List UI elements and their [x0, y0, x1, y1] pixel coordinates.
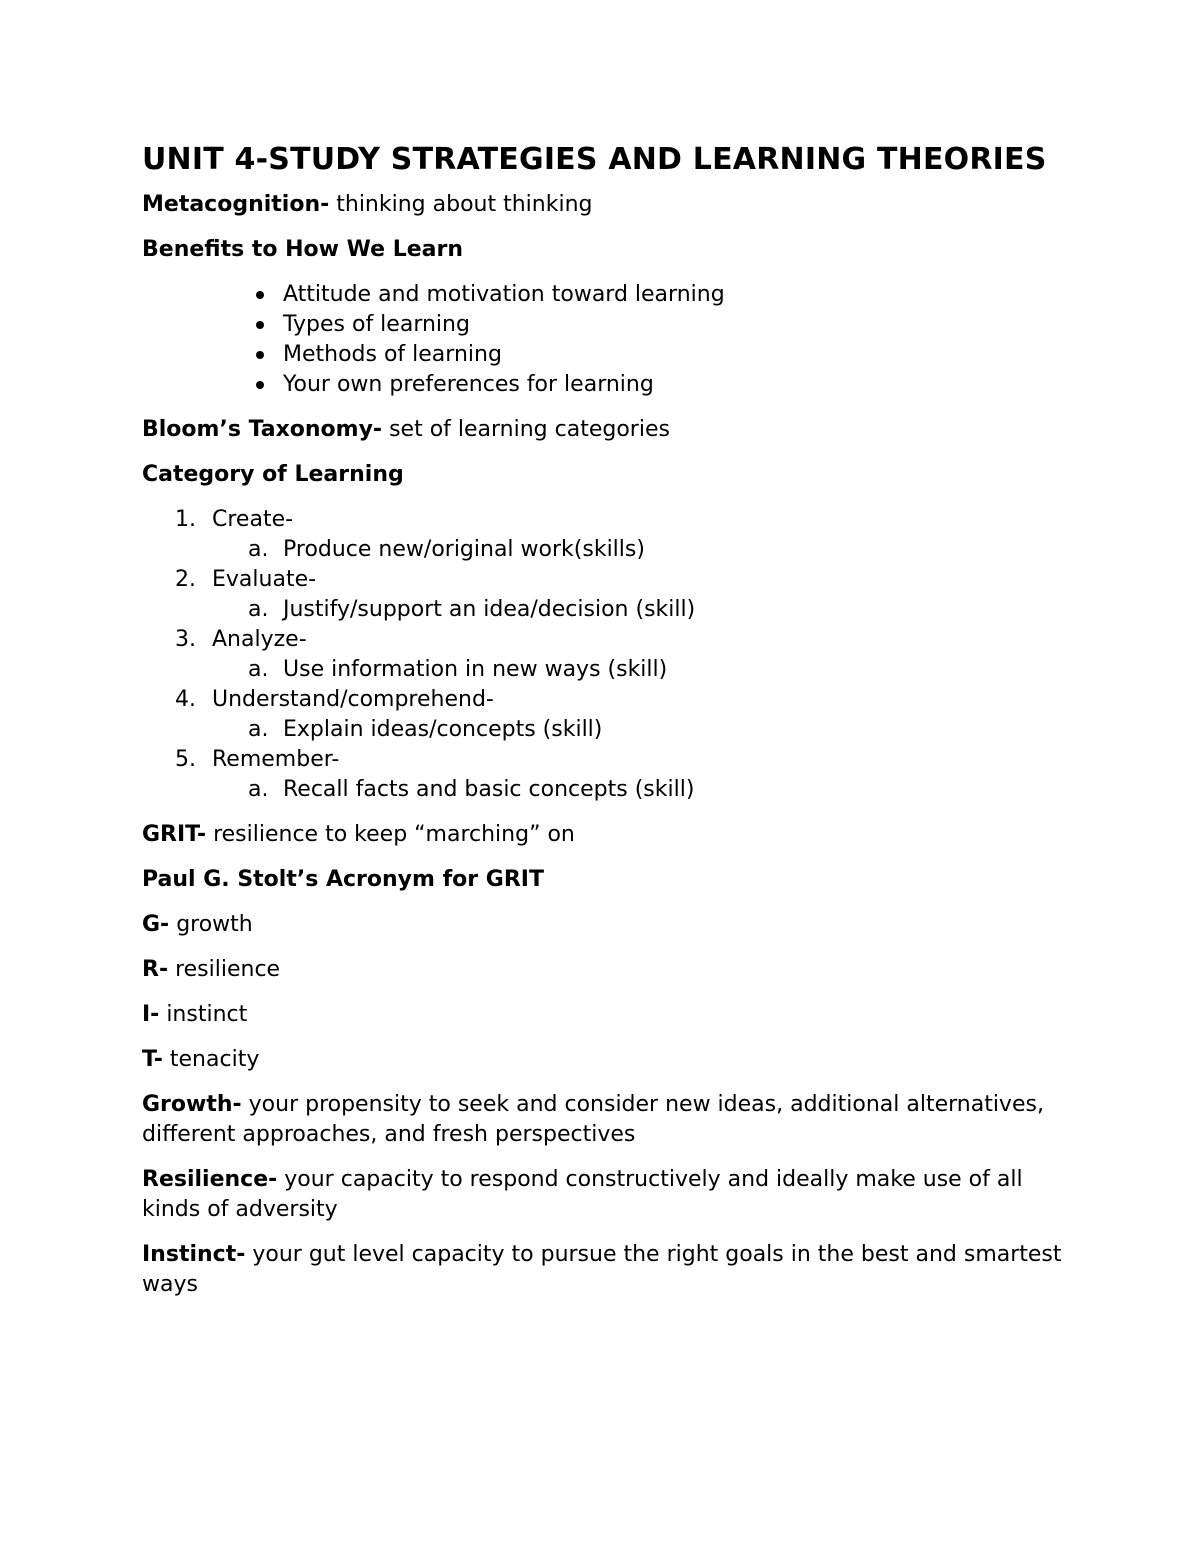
- term: I-: [142, 1002, 160, 1027]
- category-label: Create-: [212, 507, 294, 532]
- sub-letter: a.: [248, 597, 269, 622]
- acronym-heading: [142, 865, 1062, 895]
- item-number: 3.: [175, 627, 196, 652]
- definition: your propensity to seek and consider new ideas, additional alternatives, different approaches, and fresh perspectives: [142, 1092, 1044, 1147]
- bullet-icon: [256, 351, 264, 359]
- list-item: [142, 280, 1062, 310]
- category-item: [142, 565, 1062, 625]
- bullet-icon: [256, 381, 264, 389]
- definition: tenacity: [162, 1047, 260, 1072]
- definition: set of learning categories: [382, 417, 670, 442]
- list-item-text: Methods of learning: [283, 342, 502, 367]
- list-item: [142, 310, 1062, 340]
- grit-definition: [142, 820, 1062, 850]
- instinct-definition: [142, 1240, 1062, 1300]
- bullet-icon: [256, 321, 264, 329]
- growth-definition: [142, 1090, 1062, 1150]
- sub-letter: a.: [248, 717, 269, 742]
- definition: growth: [169, 912, 253, 937]
- term: T-: [142, 1047, 163, 1072]
- item-number: 4.: [175, 687, 196, 712]
- definition: resilience: [168, 957, 281, 982]
- sub-item-text: Justify/support an idea/decision (skill): [283, 597, 696, 622]
- document-page: [142, 140, 1062, 1315]
- category-list: [142, 505, 1062, 805]
- list-item: [142, 370, 1062, 400]
- heading-text: Benefits to How We Learn: [142, 237, 464, 262]
- item-number: 2.: [175, 567, 196, 592]
- benefits-heading: [142, 235, 1062, 265]
- heading-text: Category of Learning: [142, 462, 404, 487]
- category-label: Remember-: [212, 747, 340, 772]
- term: Metacognition-: [142, 192, 330, 217]
- term: Growth-: [142, 1092, 242, 1117]
- category-heading: [142, 460, 1062, 490]
- benefits-list: [142, 280, 1062, 400]
- document-title: UNIT 4-STUDY STRATEGIES AND LEARNING THEORIES: [142, 142, 1047, 177]
- definition: resilience to keep “marching” on: [206, 822, 575, 847]
- heading-text: Paul G. Stolt’s Acronym for GRIT: [142, 867, 544, 892]
- term: R-: [142, 957, 169, 982]
- acronym-g: [142, 910, 1062, 940]
- sub-letter: a.: [248, 657, 269, 682]
- resilience-definition: [142, 1165, 1062, 1225]
- acronym-r: [142, 955, 1062, 985]
- sub-item-text: Explain ideas/concepts (skill): [283, 717, 603, 742]
- category-label: Analyze-: [212, 627, 307, 652]
- category-item: [142, 685, 1062, 745]
- category-item: [142, 625, 1062, 685]
- acronym-t: [142, 1045, 1062, 1075]
- term: Instinct-: [142, 1242, 246, 1267]
- definition: your gut level capacity to pursue the right goals in the best and smartest ways: [142, 1242, 1062, 1297]
- sub-letter: a.: [248, 537, 269, 562]
- definition: thinking about thinking: [329, 192, 593, 217]
- category-label: Understand/comprehend-: [212, 687, 494, 712]
- blooms-definition: [142, 415, 1062, 445]
- list-item-text: Your own preferences for learning: [283, 372, 654, 397]
- definition: instinct: [159, 1002, 248, 1027]
- term: GRIT-: [142, 822, 207, 847]
- sub-item-text: Use information in new ways (skill): [283, 657, 668, 682]
- category-label: Evaluate-: [212, 567, 317, 592]
- list-item-text: Attitude and motivation toward learning: [283, 282, 725, 307]
- list-item-text: Types of learning: [283, 312, 470, 337]
- category-item: [142, 505, 1062, 565]
- sub-item-text: Produce new/original work(skills): [283, 537, 645, 562]
- category-item: [142, 745, 1062, 805]
- list-item: [142, 340, 1062, 370]
- item-number: 5.: [175, 747, 196, 772]
- metacognition-definition: [142, 190, 1062, 220]
- term: Bloom’s Taxonomy-: [142, 417, 383, 442]
- item-number: 1.: [175, 507, 196, 532]
- definition: your capacity to respond constructively and ideally make use of all kinds of adversity: [142, 1167, 1023, 1222]
- sub-letter: a.: [248, 777, 269, 802]
- bullet-icon: [256, 291, 264, 299]
- acronym-i: [142, 1000, 1062, 1030]
- term: G-: [142, 912, 170, 937]
- term: Resilience-: [142, 1167, 278, 1192]
- sub-item-text: Recall facts and basic concepts (skill): [283, 777, 695, 802]
